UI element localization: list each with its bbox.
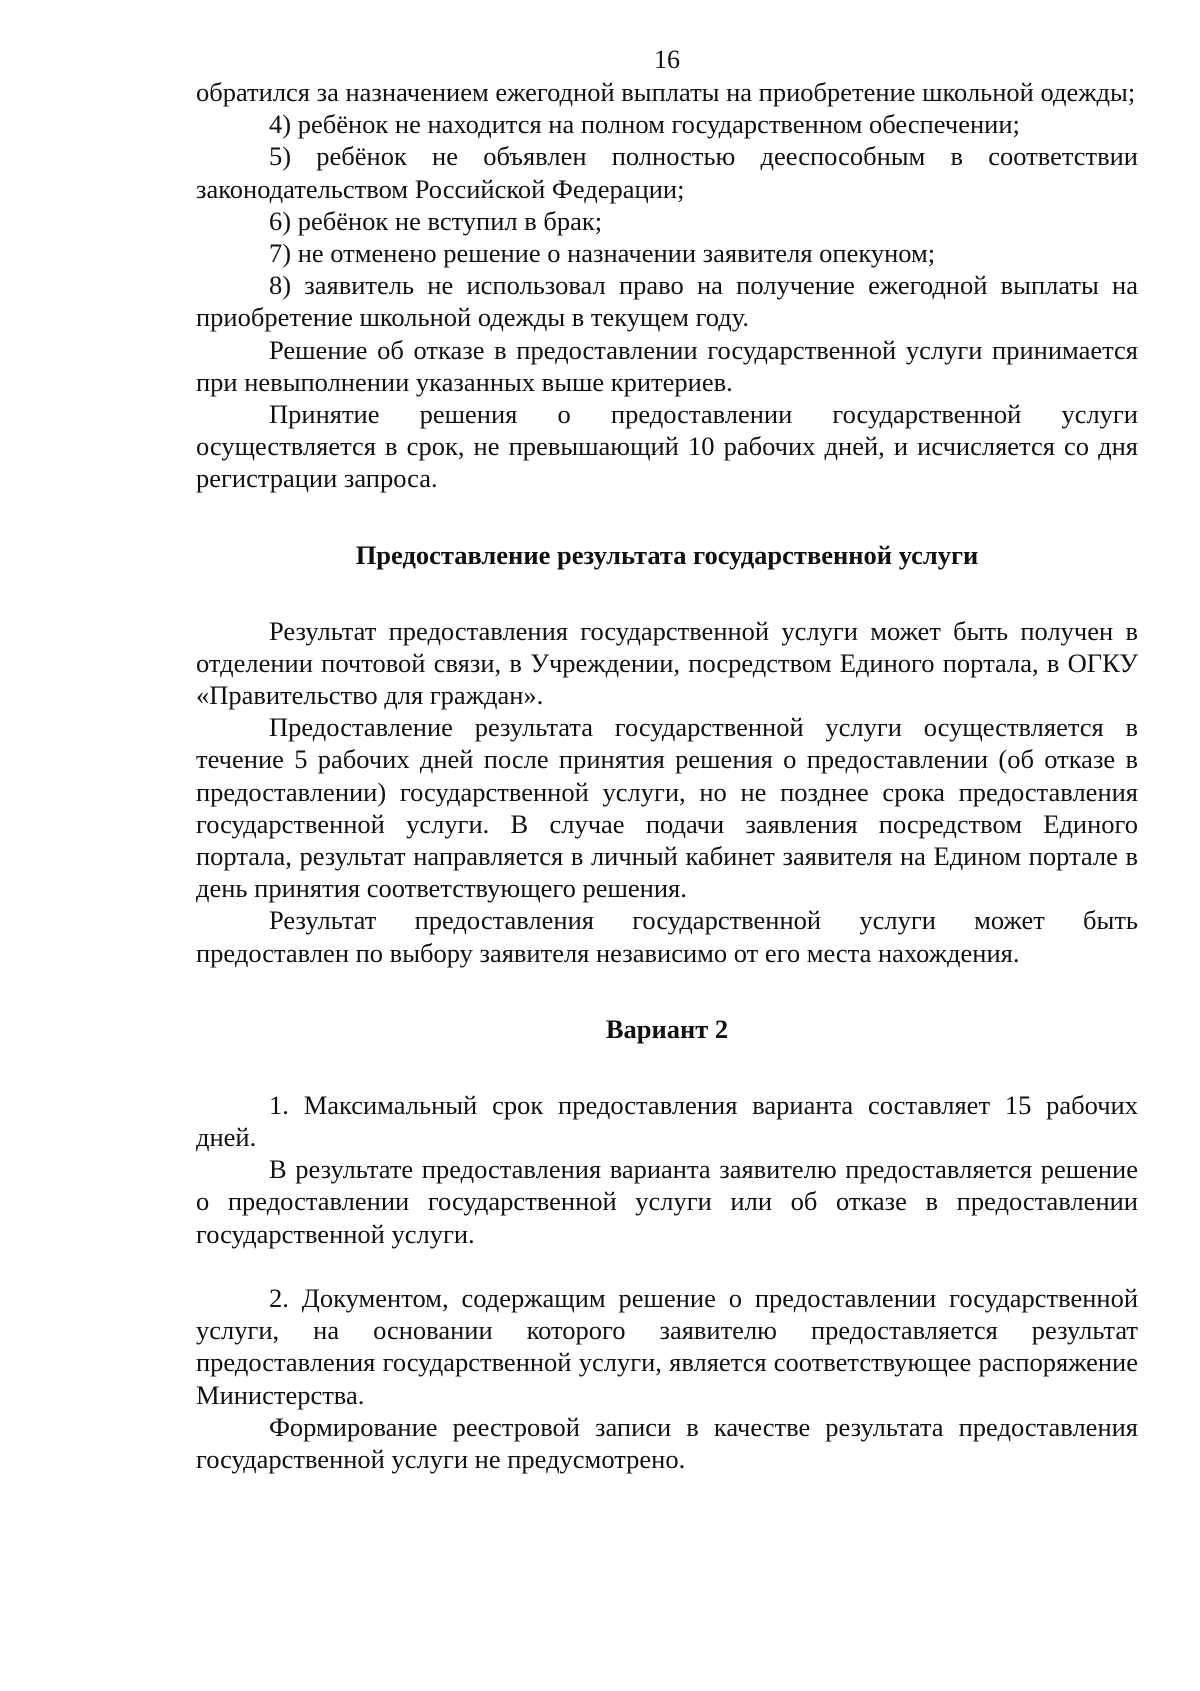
paragraph: Результат предоставления государственной услуги может быть предоставлен по выбору заявителя независимо от его места нахождения. (196, 905, 1138, 968)
paragraph: Результат предоставления государственной услуги может быть получен в отделении почтовой связи, в Учреждении, посредством Единого портала, в ОГКУ «Правительство для граждан». (196, 615, 1138, 711)
paragraph: Принятие решения о предоставлении государственной услуги осуществляется в срок, не превышающий 10 рабочих дней, и исчисляется со дня регистрации запроса. (196, 399, 1138, 494)
list-item: 6) ребёнок не вступил в брак; (269, 205, 603, 236)
list-item: 4) ребёнок не находится на полном государственном обеспечении; (269, 109, 1020, 140)
section-heading: Вариант 2 (605, 1013, 729, 1044)
paragraph: обратился за назначением ежегодной выплаты на приобретение школьной одежды; (196, 77, 1136, 107)
page-number: 16 (654, 45, 680, 74)
list-item: 1. Максимальный срок предоставления варианта составляет 15 рабочих дней. (196, 1089, 1138, 1153)
paragraph: Формирование реестровой записи в качестве результата предоставления государственной услуги не предусмотрено. (196, 1411, 1138, 1474)
list-item: 2. Документом, содержащим решение о предоставлении государственной услуги, на основании которого заявителю предоставляется результат предоставления государственной услуги, является соответствующее распоряжение Министерства. (196, 1282, 1138, 1410)
paragraph: Предоставление результата государственной услуги осуществляется в течение 5 рабочих дней после принятия решения о предоставлении (об отказе в предоставлении) государственной услуги, но не позднее срока предоставления государственной услуги. В случае подачи заявления посредством Единого портала, результат направляется в личный кабинет заявителя на Едином портале в день принятия соответствующего решения. (196, 712, 1138, 904)
list-item: 8) заявитель не использовал право на получение ежегодной выплаты на приобретение школьной одежды в текущем году. (196, 270, 1138, 333)
paragraph: В результате предоставления варианта заявителю предоставляется решение о предоставлении государственной услуги или об отказе в предоставлении государственной услуги. (196, 1154, 1138, 1249)
section-heading: Предоставление результата государственной услуги (355, 539, 979, 570)
document-page (196, 44, 1138, 1475)
list-item: 5) ребёнок не объявлен полностью дееспособным в соответствии законодательством Российской Федерации; (196, 141, 1138, 204)
paragraph: Решение об отказе в предоставлении государственной услуги принимается при невыполнении указанных выше критериев. (196, 334, 1138, 397)
list-item: 7) не отменено решение о назначении заявителя опекуном; (269, 238, 936, 269)
